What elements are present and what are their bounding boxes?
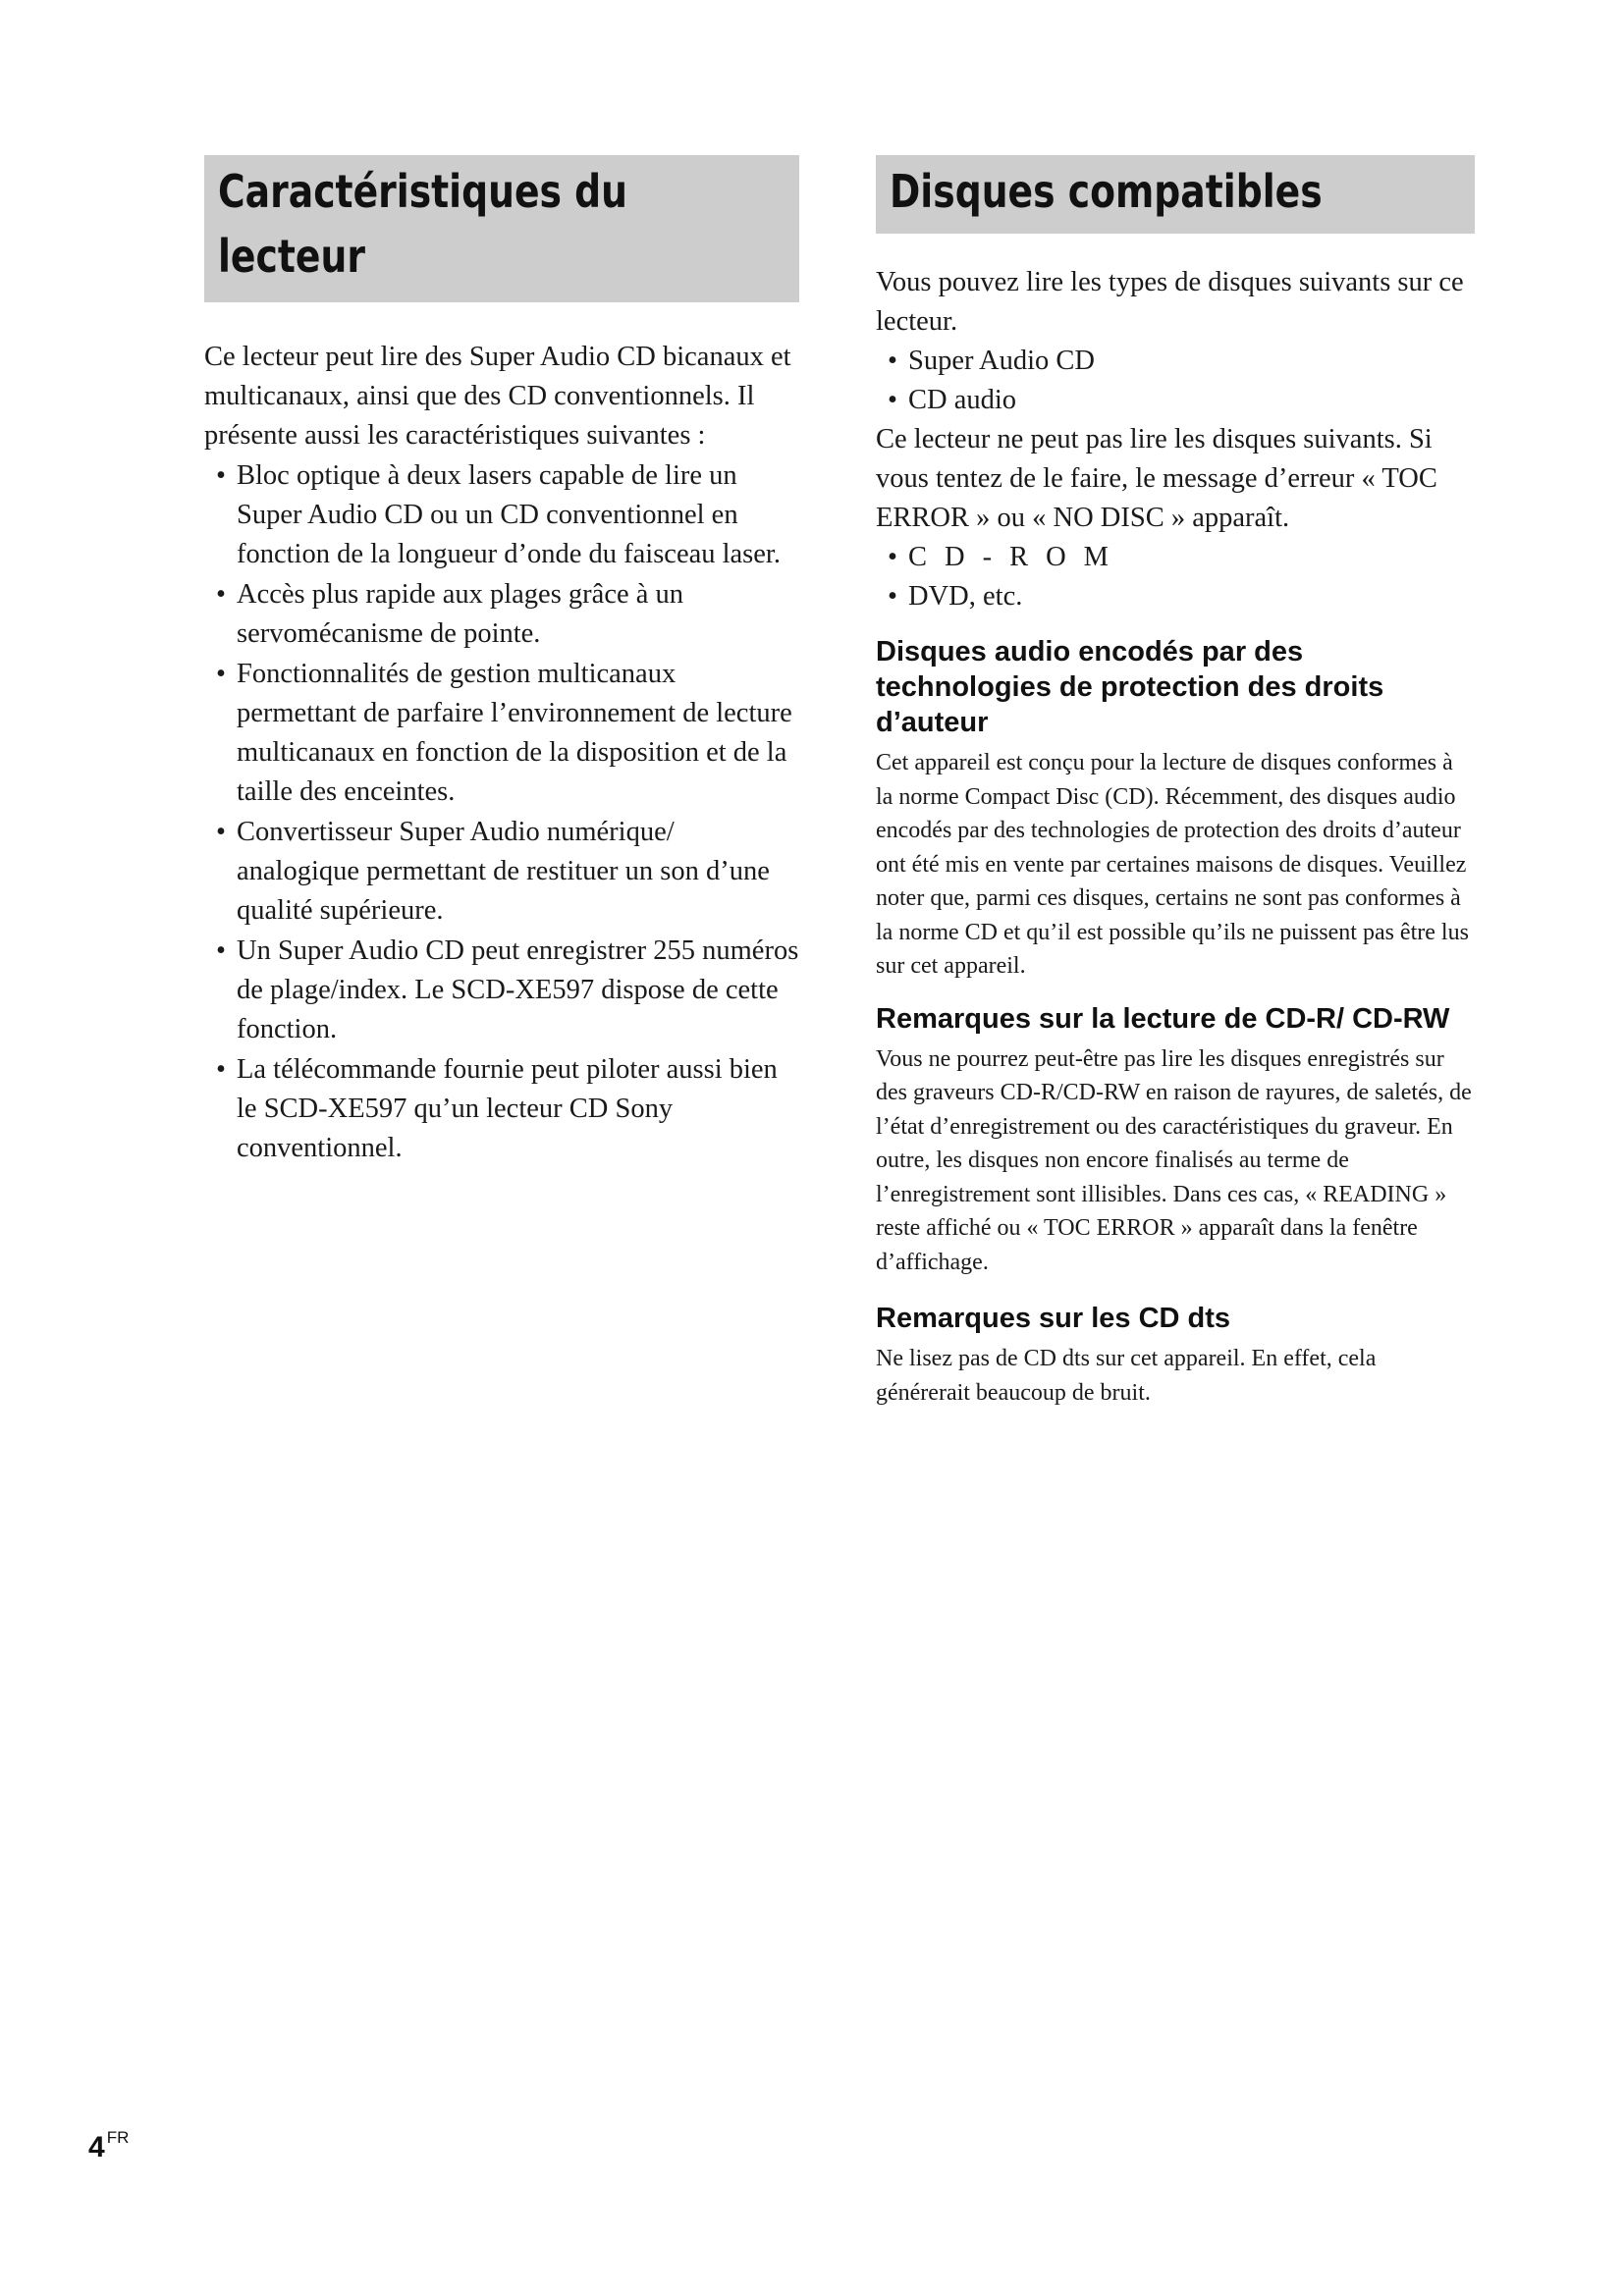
bullet-icon: • bbox=[216, 460, 226, 491]
bullet-icon: • bbox=[216, 659, 226, 689]
section-title-line1: Caractéristiques du bbox=[218, 165, 627, 218]
features-intro: Ce lecteur peut lire des Super Audio CD bicanaux et multicanaux, ainsi que des CD conventionnels. Il présente aussi les caractéristiques suivantes : bbox=[204, 342, 791, 451]
subheading-cdr-cdrw: Remarques sur la lecture de CD-R/ CD-RW bbox=[876, 1002, 1450, 1035]
page-language-suffix: FR bbox=[106, 2128, 130, 2147]
bullet-icon: • bbox=[888, 542, 897, 572]
cdr-cdrw-text: Vous ne pourrez peut-être pas lire les disques enregistrés sur des graveurs CD-R/CD-RW en raison de rayures, de saletés, de l’état d’enregistrement ou des caractéristiques du graveur. En outre, les disques non encore finalisés au terme de l’enregistrement sont illisibles. Dans ces cas, « READING » reste affiché ou « TOC ERROR » apparaît dans la fenêtre d’affichage. bbox=[876, 1045, 1472, 1275]
not-playable-text: Ce lecteur ne peut pas lire les disques suivants. Si vous tentez de le faire, le message d’erreur « TOC ERROR » ou « NO DISC » apparaît. bbox=[876, 424, 1437, 533]
subheading-dts: Remarques sur les CD dts bbox=[876, 1303, 1231, 1334]
not-playable-list bbox=[876, 538, 1475, 616]
bullet-icon: • bbox=[216, 935, 226, 966]
playable-list bbox=[876, 342, 1475, 420]
bullet-icon: • bbox=[888, 385, 897, 415]
bullet-icon: • bbox=[216, 1054, 226, 1085]
bullet-icon: • bbox=[888, 346, 897, 376]
list-item: • DVD, etc. bbox=[876, 577, 1475, 616]
bullet-icon: • bbox=[888, 581, 897, 612]
features-list bbox=[204, 456, 799, 1168]
list-item: • Super Audio CD bbox=[876, 342, 1475, 381]
list-item: • CD-ROM bbox=[876, 538, 1475, 577]
section-title-line2: lecteur bbox=[218, 230, 365, 283]
copy-protection-text: Cet appareil est conçu pour la lecture de disques conformes à la norme Compact Disc (CD). Récemment, des disques audio encodés par des technologies de protection des droits d’auteur ont été mis en vente par certaines maisons de disques. Veuillez noter que, parmi ces disques, certains ne sont pas conformes à la norme CD et qu’il est possible qu’ils ne puissent pas être lus sur cet appareil. bbox=[876, 750, 1469, 979]
section-title-features bbox=[204, 155, 799, 302]
list-item: • Convertisseur Super Audio numérique/ analogique permettant de restituer un son d’une qualité supérieure. bbox=[204, 813, 799, 931]
list-item: • Un Super Audio CD peut enregistrer 255 numéros de plage/index. Le SCD-XE597 dispose de cette fonction. bbox=[204, 932, 799, 1049]
dts-text: Ne lisez pas de CD dts sur cet appareil. En effet, cela générerait beaucoup de bruit. bbox=[876, 1346, 1377, 1406]
right-column bbox=[876, 155, 1475, 1410]
bullet-icon: • bbox=[216, 579, 226, 610]
compatible-intro: Vous pouvez lire les types de disques suivants sur ce lecteur. bbox=[876, 267, 1464, 337]
section-title-compatible-discs: Disques compatibles bbox=[876, 155, 1475, 234]
list-item: • Fonctionnalités de gestion multicanaux permettant de parfaire l’environnement de lecture multicanaux en fonction de la disposition et de la taille des enceintes. bbox=[204, 655, 799, 812]
list-item: • Bloc optique à deux lasers capable de lire un Super Audio CD ou un CD conventionnel en fonction de la longueur d’onde du faisceau laser. bbox=[204, 456, 799, 574]
left-column bbox=[204, 155, 799, 1168]
page-number: 4 $^{FR}$ bbox=[88, 2128, 130, 2163]
bullet-icon: • bbox=[216, 817, 226, 847]
subheading-copy-protection: Disques audio encodés par des technologies de protection des droits d’auteur bbox=[876, 636, 1384, 738]
list-item: • CD audio bbox=[876, 381, 1475, 420]
list-item: • Accès plus rapide aux plages grâce à un servomécanisme de pointe. bbox=[204, 575, 799, 654]
list-item: • La télécommande fournie peut piloter aussi bien le SCD-XE597 qu’un lecteur CD Sony conventionnel. bbox=[204, 1050, 799, 1168]
